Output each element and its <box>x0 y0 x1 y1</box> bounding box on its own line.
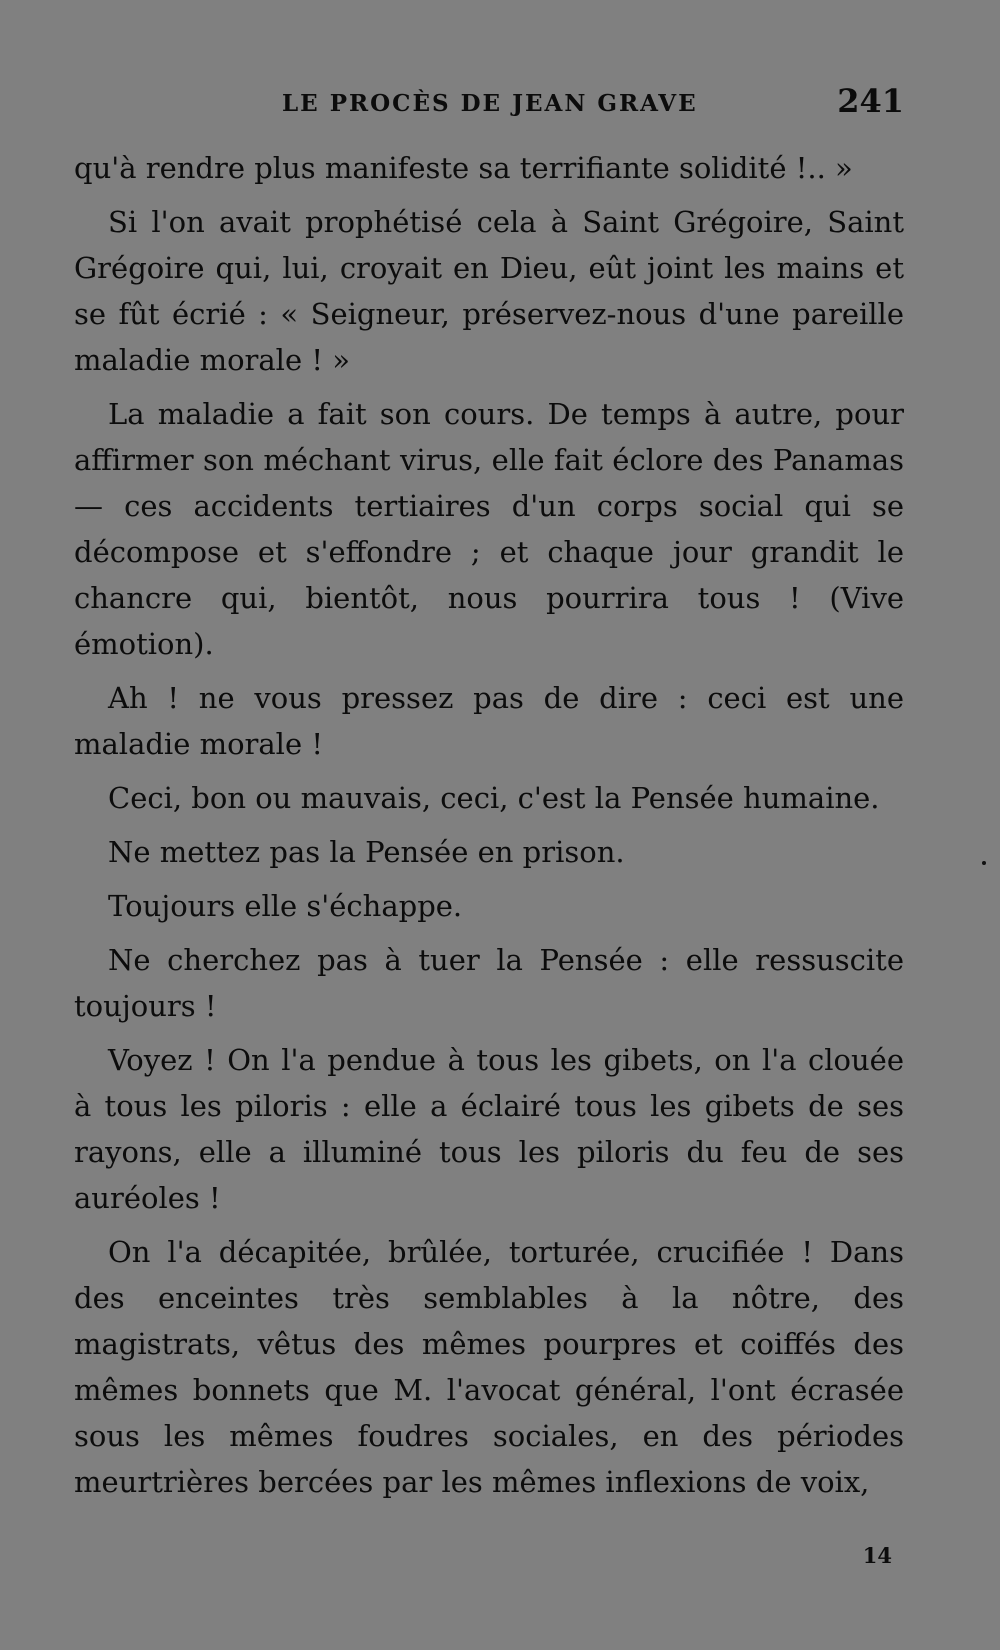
paragraph: Voyez ! On l'a pendue à tous les gibets, on l'a clouée à tous les piloris : elle a éclairé tous les gibets de ses rayons, elle a illuminé tous les piloris du feu de ses auréoles ! <box>74 1043 904 1215</box>
signature-mark: 14 <box>862 1543 892 1568</box>
ink-speck <box>982 861 986 865</box>
paragraph: Toujours elle s'échappe. <box>108 889 463 923</box>
paragraph: Ne mettez pas la Pensée en prison. <box>108 835 625 869</box>
running-title: LE PROCÈS DE JEAN GRAVE <box>282 90 698 117</box>
paragraph: Si l'on avait prophétisé cela à Saint Grégoire, Saint Grégoire qui, lui, croyait en Dieu, eût joint les mains et se fût écrié : « Seigneur, préservez-nous d'une pareille maladie morale ! » <box>74 205 904 377</box>
book-page <box>74 0 904 1650</box>
page-header <box>74 82 904 122</box>
paragraph: La maladie a fait son cours. De temps à autre, pour affirmer son méchant virus, elle fait éclore des Panamas — ces accidents tertiaires d'un corps social qui se décompose et s'effondre ; et chaque jour grandit le chancre qui, bientôt, nous pourrira tous ! (Vive émotion). <box>74 397 904 661</box>
paragraph: On l'a décapitée, brûlée, torturée, crucifiée ! Dans des enceintes très semblables à la nôtre, des magistrats, vêtus des mêmes pourpres et coiffés des mêmes bonnets que M. l'avocat général, l'ont écrasée sous les mêmes foudres sociales, en des périodes meurtrières bercées par les mêmes inflexions de voix, <box>74 1235 904 1499</box>
page-number: 241 <box>837 82 904 120</box>
paragraph: Ceci, bon ou mauvais, ceci, c'est la Pensée humaine. <box>108 781 880 815</box>
paragraph: qu'à rendre plus manifeste sa terrifiante solidité !.. » <box>74 151 853 185</box>
body-text <box>74 145 904 1505</box>
paragraph: Ah ! ne vous pressez pas de dire : ceci est une maladie morale ! <box>74 681 904 761</box>
paragraph: Ne cherchez pas à tuer la Pensée : elle ressuscite toujours ! <box>74 943 904 1023</box>
